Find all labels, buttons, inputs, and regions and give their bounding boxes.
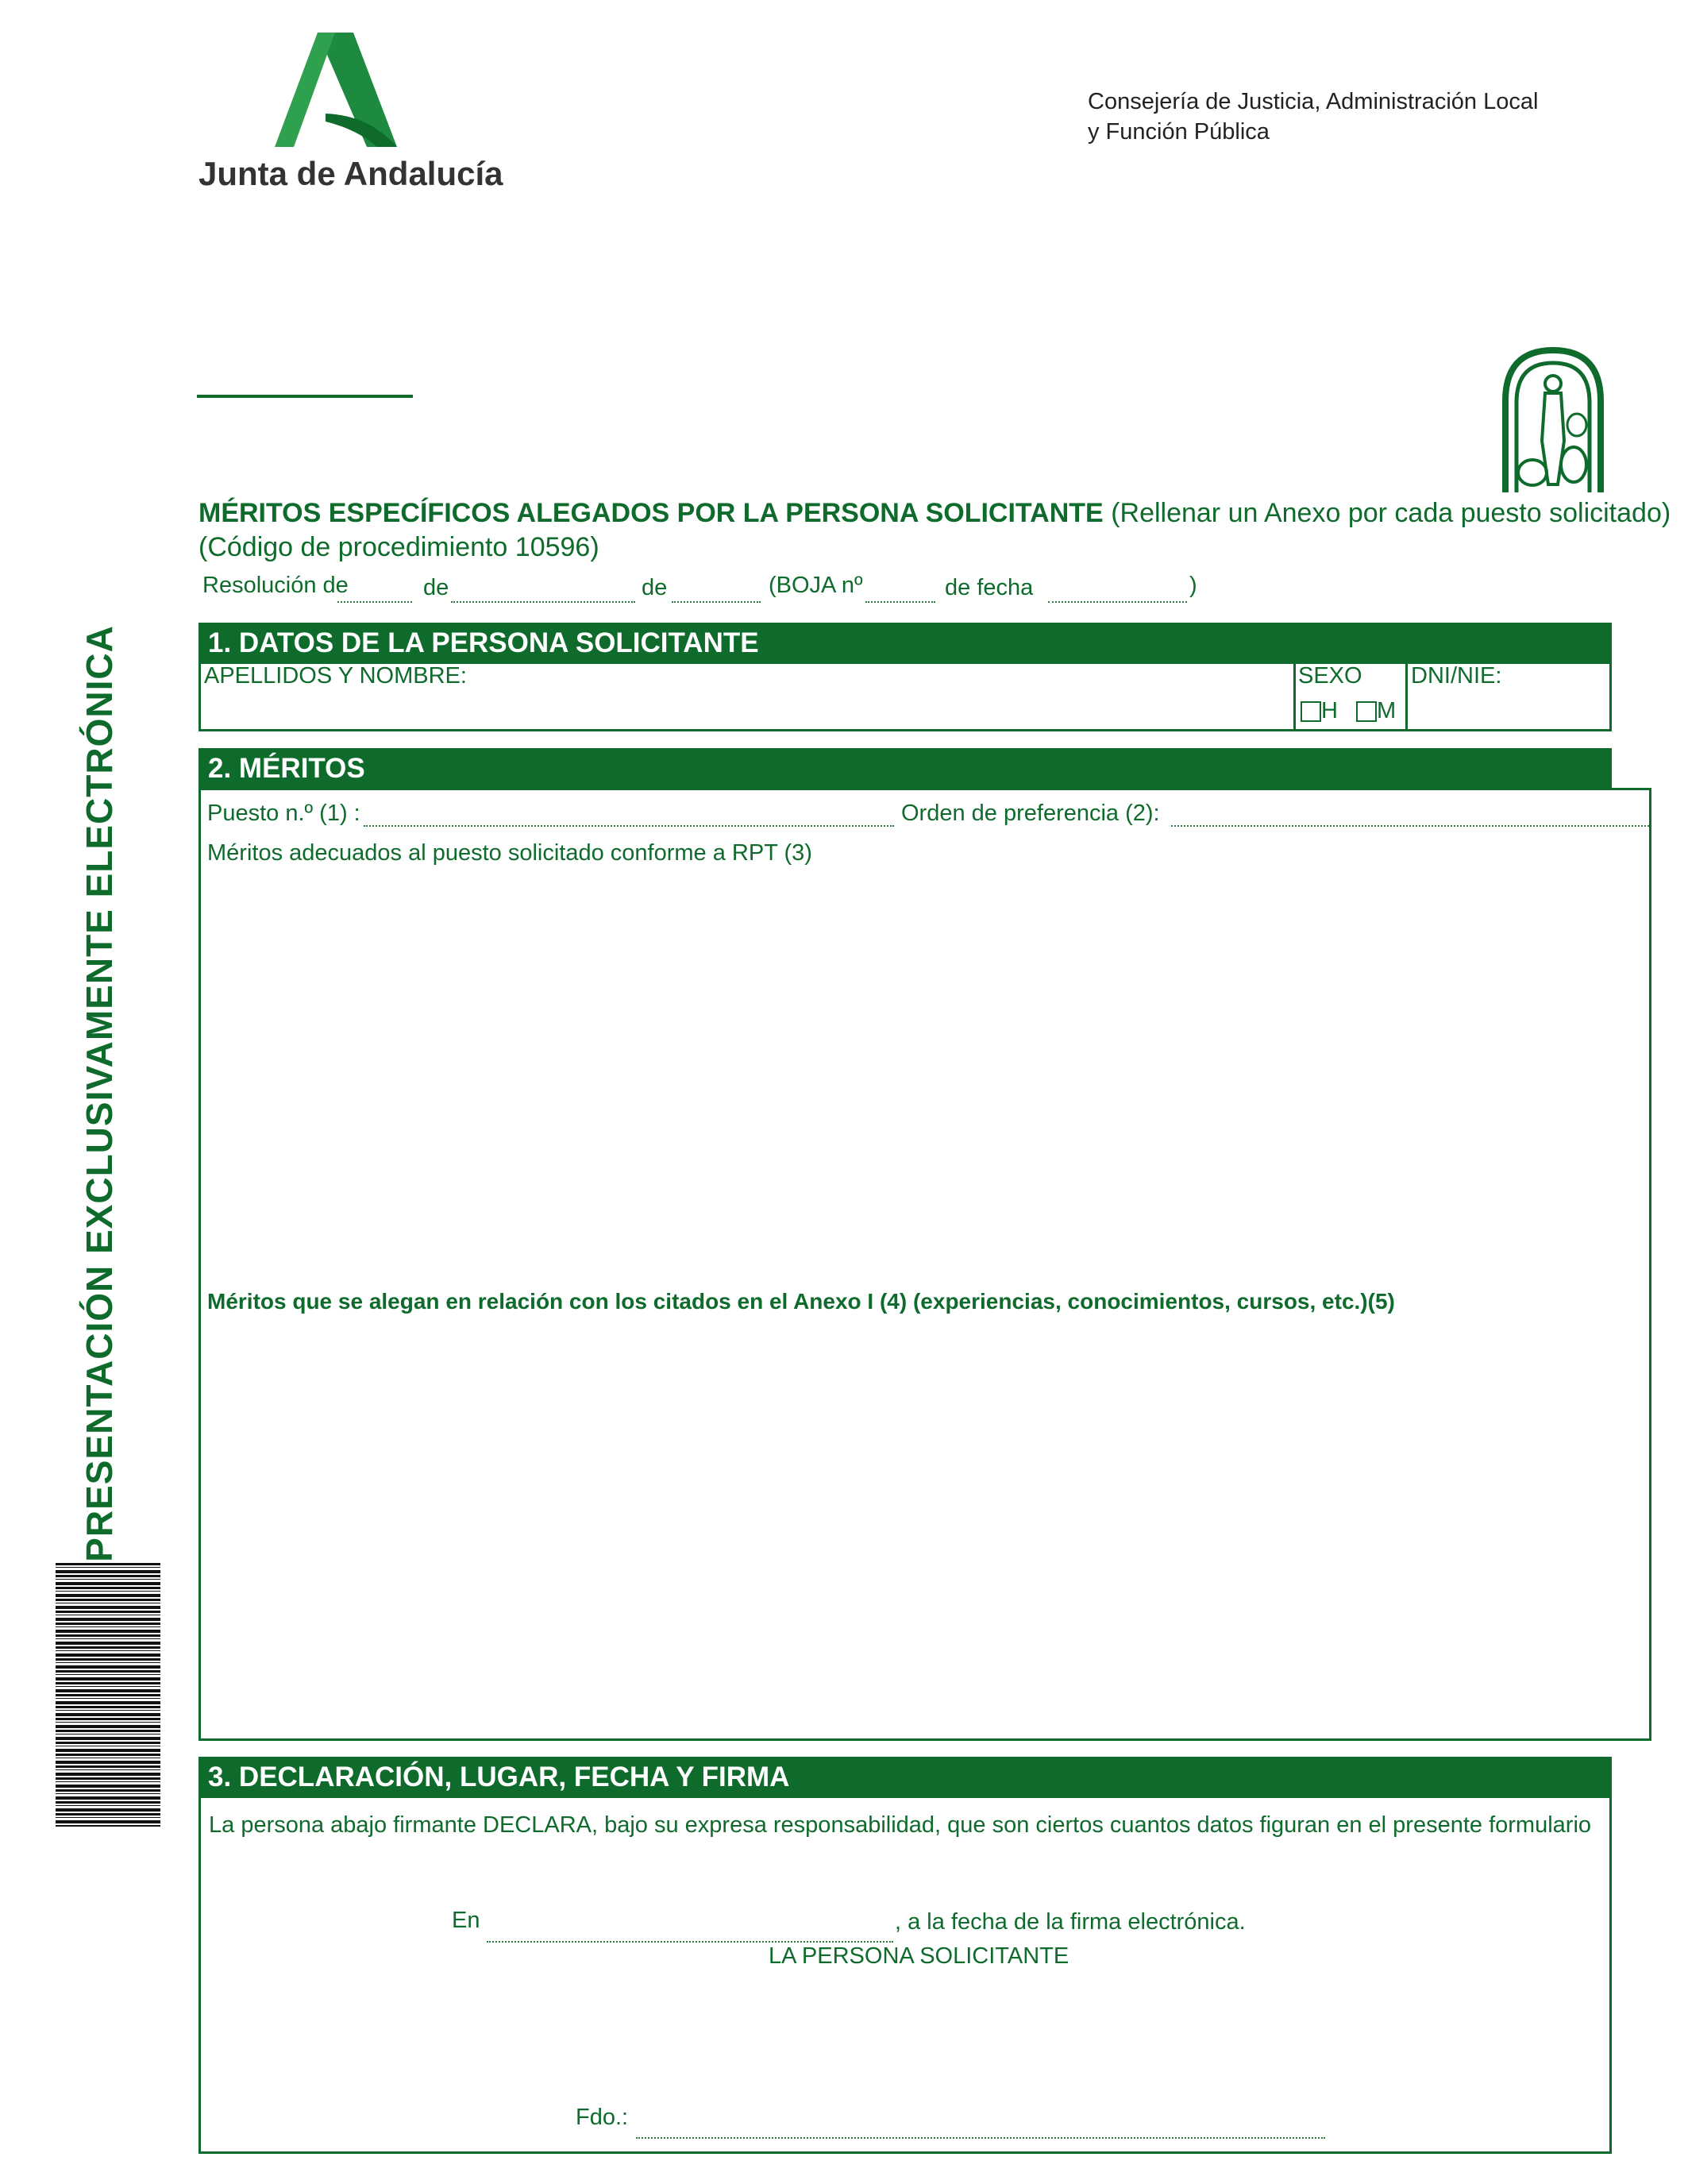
section3-box xyxy=(198,1796,1612,2154)
header-divider xyxy=(197,395,413,398)
solicitante-label: LA PERSONA SOLICITANTE xyxy=(769,1943,1069,1969)
orden-label: Orden de preferencia (2): xyxy=(901,801,1160,826)
section2-header xyxy=(198,748,1612,789)
orden-field[interactable] xyxy=(1171,825,1649,827)
fecha-text: , a la fecha de la firma electrónica. xyxy=(895,1909,1246,1935)
sexo-h-label: H xyxy=(1321,698,1338,723)
meritos-anexo-label: Méritos que se alegan en relación con los citados en el Anexo I (4) (experiencias, conocimientos, cursos, etc.)(5) xyxy=(207,1289,1395,1314)
junta-logo xyxy=(198,28,503,203)
procedure-code: (Código de procedimiento 10596) xyxy=(198,532,599,562)
coat-of-arms-icon xyxy=(1501,345,1605,492)
resolucion-day-field[interactable] xyxy=(337,601,412,603)
resolucion-month-field[interactable] xyxy=(451,601,635,603)
form-title xyxy=(198,498,1671,529)
de-label-2: de xyxy=(642,575,668,600)
form-title-bold: MÉRITOS ESPECÍFICOS ALEGADOS POR LA PERSONA SOLICITANTE xyxy=(198,498,1104,528)
en-label: En xyxy=(452,1908,480,1933)
de-fecha-label: de fecha xyxy=(945,575,1034,600)
dni-label: DNI/NIE: xyxy=(1411,663,1502,689)
section1-title: 1. DATOS DE LA PERSONA SOLICITANTE xyxy=(208,627,759,658)
sexo-h-option[interactable] xyxy=(1301,698,1338,724)
section2-title: 2. MÉRITOS xyxy=(208,753,365,784)
junta-logo-text: Junta de Andalucía xyxy=(198,155,503,192)
section2-box xyxy=(198,788,1651,1741)
signature-field[interactable] xyxy=(636,2137,1325,2139)
boja-date-field[interactable] xyxy=(1048,601,1187,603)
junta-logo-mark-icon xyxy=(198,28,500,155)
meritos-rpt-label: Méritos adecuados al puesto solicitado conforme a RPT (3) xyxy=(207,840,812,866)
department-line1: Consejería de Justicia, Administración Local xyxy=(1088,89,1539,114)
meritos-rpt-area[interactable] xyxy=(207,874,1644,1279)
form-title-note: (Rellenar un Anexo por cada puesto solicitado) xyxy=(1111,498,1671,528)
boja-number-field[interactable] xyxy=(865,601,935,603)
barcode xyxy=(56,1563,160,1827)
de-label-1: de xyxy=(423,575,449,600)
department-line2: y Función Pública xyxy=(1088,119,1270,145)
name-label: APELLIDOS Y NOMBRE: xyxy=(204,663,467,689)
sexo-m-label: M xyxy=(1377,698,1397,723)
close-paren: ) xyxy=(1189,573,1197,598)
sexo-divider xyxy=(1293,663,1296,729)
puesto-label: Puesto n.º (1) : xyxy=(207,801,360,826)
meritos-anexo-area[interactable] xyxy=(207,1324,1644,1733)
declaration-text: La persona abajo firmante DECLARA, bajo su expresa responsabilidad, que son ciertos cuantos datos figuran en el presente formulario xyxy=(209,1812,1592,1838)
resolucion-label: Resolución de xyxy=(202,573,349,598)
fdo-label: Fdo.: xyxy=(576,2105,629,2130)
puesto-field[interactable] xyxy=(364,825,894,827)
sexo-m-option[interactable] xyxy=(1356,698,1396,724)
boja-label: (BOJA nº xyxy=(769,573,863,598)
side-presentation-text: PRESENTACIÓN EXCLUSIVAMENTE ELECTRÓNICA xyxy=(79,625,120,1562)
place-field[interactable] xyxy=(487,1941,893,1943)
section1-header xyxy=(198,623,1612,664)
section3-title: 3. DECLARACIÓN, LUGAR, FECHA Y FIRMA xyxy=(208,1761,790,1792)
sexo-m-checkbox[interactable] xyxy=(1356,701,1377,722)
section3-header xyxy=(198,1757,1612,1798)
sexo-h-checkbox[interactable] xyxy=(1301,701,1321,722)
sexo-label: SEXO xyxy=(1298,663,1362,689)
section1-box xyxy=(198,663,1612,731)
resolucion-year-field[interactable] xyxy=(672,601,761,603)
